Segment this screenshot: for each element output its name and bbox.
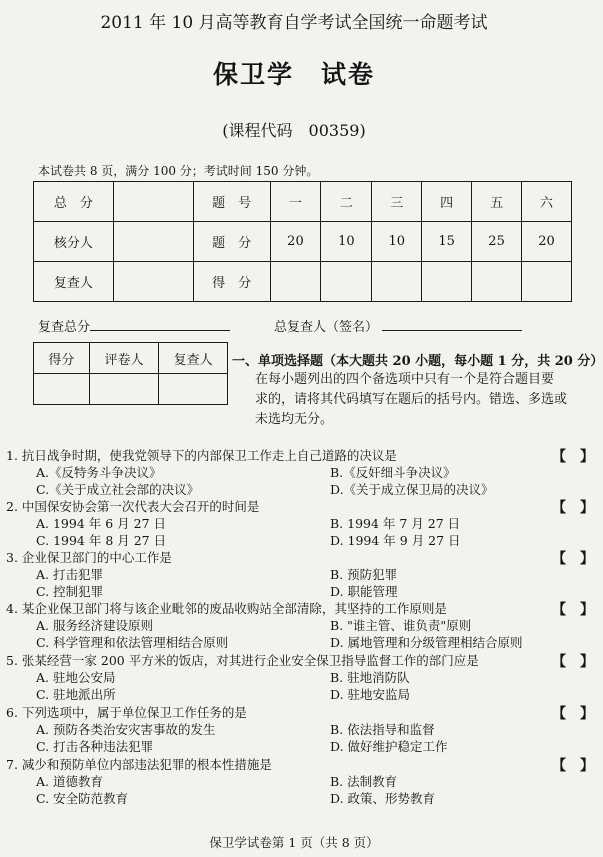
total-score-cell[interactable]: [113, 182, 193, 222]
question-stem: 7. 减少和预防单位内部违法犯罪的根本性措施是: [6, 757, 272, 772]
option-d: D. 属地管理和分级管理相结合原则: [330, 635, 523, 650]
got-score-cell[interactable]: [372, 262, 422, 302]
grader-cell[interactable]: [89, 374, 159, 405]
got-score-label: 得 分: [193, 262, 270, 302]
option-a: A. 驻地公安局: [36, 670, 116, 685]
grader-table-blank-row: [34, 374, 228, 405]
option-c: C.《关于成立社会部的决议》: [36, 482, 200, 497]
score-table: [33, 181, 572, 302]
option-c: C. 安全防范教育: [36, 791, 129, 806]
recheck-total-label: 复查总分: [38, 320, 91, 335]
question-score: 10: [321, 222, 372, 262]
option-d: D. 驻地安监局: [330, 687, 411, 702]
question-score: 25: [472, 222, 522, 262]
question-score: 10: [372, 222, 422, 262]
total-label: 总 分: [34, 182, 114, 222]
option-d: D. 政策、形势教育: [330, 791, 436, 806]
answer-bracket[interactable]: 【 】: [552, 706, 594, 722]
rechecker-cell[interactable]: [113, 262, 193, 302]
grader-table: [33, 342, 228, 405]
option-a: A. 1994 年 6 月 27 日: [36, 516, 167, 531]
exam-title: 2011 年 10 月高等教育自学考试全国统一命题考试: [100, 13, 488, 33]
overall-rechecker-field[interactable]: [382, 330, 522, 331]
option-b: B. 1994 年 7 月 27 日: [330, 516, 461, 531]
question-stem: 2. 中国保安协会第一次代表大会召开的时间是: [6, 499, 260, 514]
got-score-cell[interactable]: [321, 262, 372, 302]
section-instructions: [255, 370, 585, 430]
option-a: A. 打击犯罪: [36, 567, 103, 582]
option-b: B. "谁主管、谁负责"原则: [330, 618, 472, 633]
got-score-cell[interactable]: [472, 262, 522, 302]
answer-bracket[interactable]: 【 】: [552, 449, 594, 465]
option-b: B. 依法指导和监督: [330, 722, 435, 737]
option-d: D.《关于成立保卫局的决议》: [330, 482, 494, 497]
score-table-row: [34, 222, 572, 262]
question-score-label: 题 分: [193, 222, 270, 262]
option-c: C. 驻地派出所: [36, 687, 116, 702]
question-stem: 4. 某企业保卫部门将与该企业毗邻的废品收购站全部清除，其坚持的工作原则是: [6, 601, 447, 616]
got-score-cell[interactable]: [422, 262, 472, 302]
got-score-cell[interactable]: [270, 262, 321, 302]
course-code: (课程代码 00359): [222, 121, 366, 140]
rechecker-cell[interactable]: [159, 374, 228, 405]
question-stem: 6. 下列选项中，属于单位保卫工作任务的是: [6, 705, 247, 720]
checker-label: 核分人: [34, 222, 114, 262]
option-c: C. 1994 年 8 月 27 日: [36, 533, 167, 548]
answer-bracket[interactable]: 【 】: [552, 758, 594, 774]
exam-info: 本试卷共 8 页，满分 100 分；考试时间 150 分钟。: [38, 164, 319, 178]
got-score-cell[interactable]: [522, 262, 572, 302]
rechecker-label: 复查人: [34, 262, 114, 302]
answer-bracket[interactable]: 【 】: [552, 602, 594, 618]
instruction-line: 在每小题列出的四个备选项中只有一个是符合题目要: [255, 372, 555, 387]
option-a: A. 服务经济建设原则: [36, 618, 153, 633]
answer-bracket[interactable]: 【 】: [552, 500, 594, 516]
overall-rechecker-label: 总复查人（签名）: [274, 320, 379, 335]
option-b: B.《反奸细斗争决议》: [330, 465, 456, 480]
score-table-row: [34, 182, 572, 222]
score-table-row: [34, 262, 572, 302]
option-a: A. 道德教育: [36, 774, 103, 789]
option-b: B. 法制教育: [330, 774, 398, 789]
recheck-total-field[interactable]: [90, 330, 230, 331]
question-no: 二: [321, 182, 372, 222]
section-heading: 一、单项选择题（本大题共 20 小题，每小题 1 分，共 20 分）: [232, 354, 603, 369]
question-no: 五: [472, 182, 522, 222]
instruction-line: 求的，请将其代码填写在题后的括号内。错选、多选或: [255, 392, 568, 407]
question-score: 15: [422, 222, 472, 262]
question-stem: 5. 张某经营一家 200 平方米的饭店，对其进行企业安全保卫指导监督工作的部门应是: [6, 653, 479, 668]
question-no: 六: [522, 182, 572, 222]
question-score: 20: [270, 222, 321, 262]
question-no: 三: [372, 182, 422, 222]
page-footer: 保卫学试卷第 1 页（共 8 页）: [209, 835, 379, 850]
option-b: B. 预防犯罪: [330, 567, 398, 582]
option-c: C. 打击各种违法犯罪: [36, 739, 154, 754]
answer-bracket[interactable]: 【 】: [552, 654, 594, 670]
question-stem: 1. 抗日战争时期，使我党领导下的内部保卫工作走上自己道路的决议是: [6, 448, 397, 463]
question-stem: 3. 企业保卫部门的中心工作是: [6, 550, 172, 565]
signature-line: [38, 316, 522, 335]
checker-cell[interactable]: [113, 222, 193, 262]
answer-bracket[interactable]: 【 】: [552, 551, 594, 567]
rechecker-header: 复查人: [159, 343, 228, 374]
instruction-line: 未选均无分。: [255, 412, 334, 427]
option-b: B. 驻地消防队: [330, 670, 410, 685]
option-a: A.《反特务斗争决议》: [36, 465, 162, 480]
option-d: D. 1994 年 9 月 27 日: [330, 533, 461, 548]
paper-title: 保卫学 试卷: [212, 60, 375, 89]
option-d: D. 职能管理: [330, 584, 398, 599]
option-a: A. 预防各类治安灾害事故的发生: [36, 722, 216, 737]
question-score: 20: [522, 222, 572, 262]
question-no: 一: [270, 182, 321, 222]
question-no-label: 题 号: [193, 182, 270, 222]
question-no: 四: [422, 182, 472, 222]
grader-header: 评卷人: [89, 343, 159, 374]
score-cell[interactable]: [34, 374, 90, 405]
option-c: C. 科学管理和依法管理相结合原则: [36, 635, 229, 650]
option-d: D. 做好维护稳定工作: [330, 739, 448, 754]
option-c: C. 控制犯罪: [36, 584, 104, 599]
score-header: 得分: [34, 343, 90, 374]
grader-table-header: [34, 343, 228, 374]
